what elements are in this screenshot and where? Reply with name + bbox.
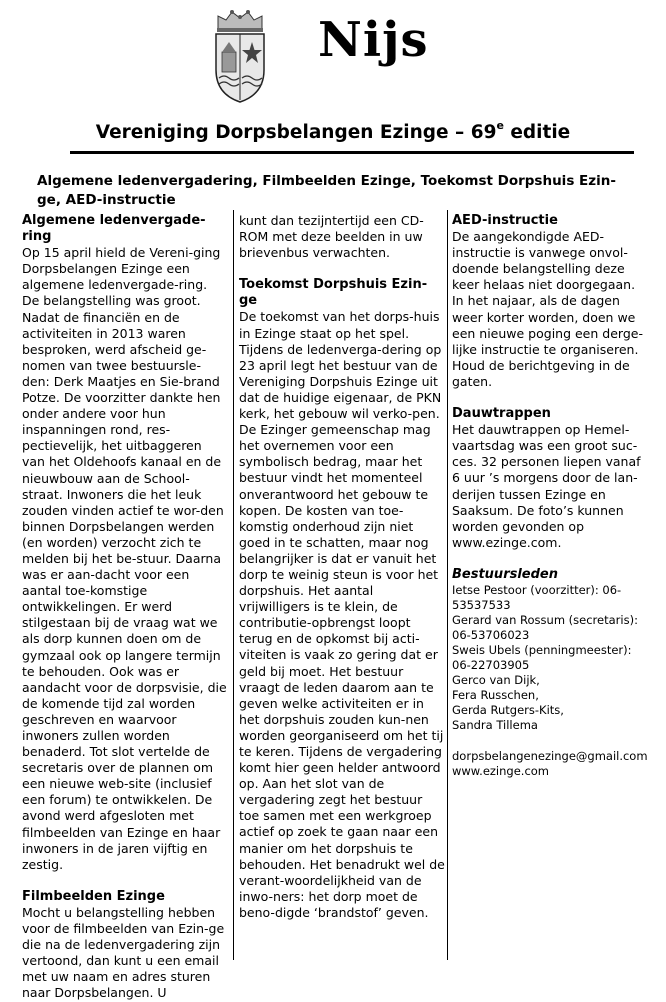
board-list xyxy=(452,583,650,733)
page-title xyxy=(0,121,666,143)
column-1 xyxy=(22,213,227,1002)
paragraph-dauwtrappen: Het dauwtrappen op Hemel-vaartsdag was een groot suc-ces. 32 personen liepen vanaf 6 uur ’s morgens door de lan-derijen tussen Ezinge en Saaksum. De foto’s kunnen worden gevonden op www.ezinge.com. xyxy=(452,422,641,550)
heading-ledenvergadering: Algemene ledenvergade-ring xyxy=(22,213,206,245)
title-text: Vereniging Dorpsbelangen Ezinge – 69 xyxy=(95,122,497,144)
column-divider xyxy=(233,210,234,960)
lead-summary: Algemene ledenvergadering, Filmbeelden Ezinge, Toekomst Dorpshuis Ezin-ge, AED-instructie xyxy=(37,173,616,208)
title-superscript: e xyxy=(496,119,504,132)
column-3 xyxy=(452,213,650,779)
paragraph-filmbeelden: Mocht u belangstelling hebben voor de filmbeelden van Ezin-ge die na de ledenvergadering zijn vertoond, dan kunt u een email met uw naam en adres sturen naar Dorpsbelangen. U xyxy=(22,904,225,1001)
title-end: editie xyxy=(503,122,571,144)
paragraph-dorpshuis: De toekomst van het dorps-huis in Ezinge staat op het spel. Tijdens de ledenverga-dering op 23 april legt het bestuur van de Vereniging Dorpshuis Ezinge uit dat de huidige eigenaar, de PKN kerk, het gebouw wil verko-pen. De Ezinger gemeenschap mag het overnemen voor een symbolisch bedrag, maar het bestuur vindt het momenteel onverantwoord het gebouw te kopen. De kosten van toe-komstig onderhoud zijn niet goed in te schatten, maar nog belangrijker is dat er vanuit het dorp te weinig steun is voor het dorpshuis. Het aantal vrijwilligers is te klein, de contributie-opbrengst loopt terug en de opkomst bij acti-viteiten is vaak zo gering dat er geld bij moet. Het bestuur vraagt de leden daarom aan te geven welke activiteiten er in het dorpshuis zouden kun-nen worden georganiseerd om het tij te keren. Tijdens de vergadering komt hier geen helder antwoord op. Aan het slot van de vergadering zegt het bestuur toe samen met een werkgroep actief op zoek te gaan naar een manier om het dorpshuis te behouden. Het benadrukt wel de verant-woordelijkheid van de inwo-ners: het dorp moet de beno-digde ‘brandstof’ geven. xyxy=(239,309,445,920)
title-rule xyxy=(70,151,634,154)
board-member: Sandra Tillema xyxy=(452,717,538,732)
board-member: Gerda Rutgers-Kits, xyxy=(452,702,564,717)
board-member: Gerard van Rossum (secretaris): 06-53706023 xyxy=(452,612,638,642)
masthead-title: Nijs xyxy=(318,12,429,68)
coat-of-arms-logo xyxy=(212,8,268,104)
board-member: Fera Russchen, xyxy=(452,687,539,702)
paragraph-aed: De aangekondigde AED-instructie is vanwege onvol-doende belangstelling deze keer helaas niet doorgegaan. In het najaar, als de dagen weer korter worden, doen we een nieuwe poging een derge-lijke instructie te organiseren. Houd de berichtgeving in de gaten. xyxy=(452,229,643,389)
heading-filmbeelden: Filmbeelden Ezinge xyxy=(22,888,165,904)
column-divider xyxy=(447,210,448,960)
heading-bestuursleden: Bestuursleden xyxy=(452,566,558,582)
email-link[interactable]: dorpsbelangenezinge@gmail.com xyxy=(452,748,648,763)
website-link[interactable]: www.ezinge.com xyxy=(452,763,550,778)
heading-dorpshuis: Toekomst Dorpshuis Ezin-ge xyxy=(239,277,428,309)
board-member: Gerco van Dijk, xyxy=(452,672,540,687)
paragraph-ledenvergadering: Op 15 april hield de Vereni-ging Dorpsbelangen Ezinge een algemene ledenvergade-ring. De belangstelling was groot. Nadat de financiën en de activiteiten in 2013 waren besproken, werd afscheid ge-nomen van twee bestuursle-den: Derk Maatjes en Sie-brand Potze. De voorzitter dankte hen onder andere voor hun inspanningen rond, res-pectievelijk, het uitbaggeren van het Oldehoofs kanaal en de nieuwbouw aan de School-straat. Inwoners die het leuk zouden vinden actief te wor-den binnen Dorpsbelangen werden (en worden) verzocht zich te melden bij het be-stuur. Daarna was er aan-dacht voor een aantal toe-komstige ontwikkelingen. Er werd stilgestaan bij de vraag wat we als dorp kunnen doen om de gymzaal ook op langere termijn te behouden. Ook was er aandacht voor de dorpsvisie, die de komende tijd zal worden geschreven en waarvoor inwoners zullen worden benaderd. Tot slot vertelde de secretaris over de plannen om een nieuwe web-site (inclusief een forum) te ontwikkelen. De avond werd afgesloten met filmbeelden van Ezinge en haar inwoners in de jaren vijftig en zestig. xyxy=(22,245,227,872)
board-member: Sweis Ubels (penningmeester): 06-22703905 xyxy=(452,642,632,672)
heading-aed: AED-instructie xyxy=(452,213,558,228)
heading-dauwtrappen: Dauwtrappen xyxy=(452,406,551,422)
column-2 xyxy=(239,213,445,921)
paragraph-filmbeelden-cont: kunt dan tezijntertijd een CD-ROM met deze beelden in uw brievenbus verwachten. xyxy=(239,213,424,261)
board-member: Ietse Pestoor (voorzitter): 06-53537533 xyxy=(452,582,622,612)
